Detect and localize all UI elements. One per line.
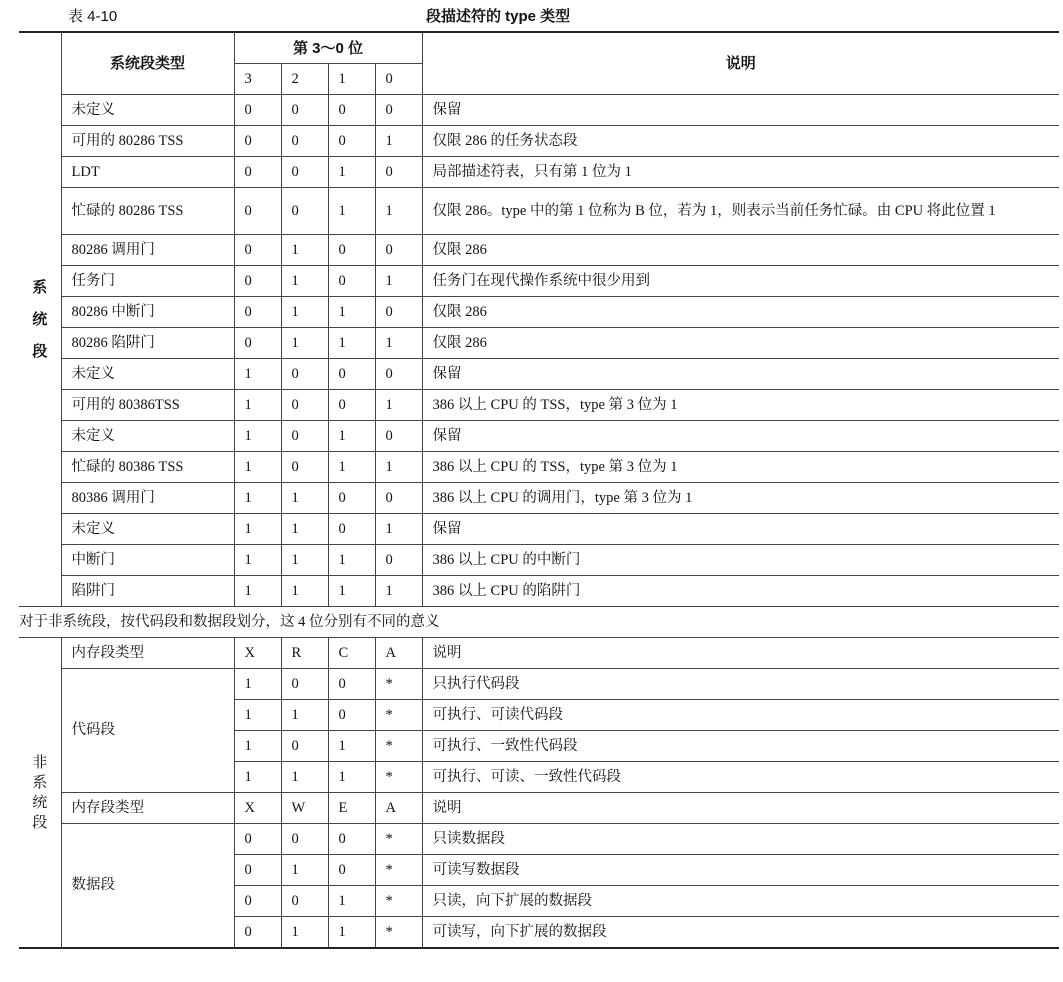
segment-type-cell: LDT <box>61 157 234 188</box>
description-cell: 只读数据段 <box>422 824 1059 855</box>
bit-value-cell: 1 <box>328 188 375 235</box>
bit-value-cell: 1 <box>375 452 422 483</box>
segment-type-cell: 80386 调用门 <box>61 483 234 514</box>
description-cell: 仅限 286。type 中的第 1 位称为 B 位，若为 1，则表示当前任务忙碌。由 CPU 将此位置 1 <box>422 188 1059 235</box>
bit-value-cell: 1 <box>328 157 375 188</box>
description-cell: 仅限 286 <box>422 235 1059 266</box>
code-header-row <box>19 638 1059 669</box>
header-description: 说明 <box>422 32 1059 95</box>
bit-value-cell: 1 <box>234 545 281 576</box>
bit-value-cell: 0 <box>375 483 422 514</box>
description-header: 说明 <box>422 793 1059 824</box>
segment-type-table <box>19 31 1059 949</box>
bit-value-cell: 0 <box>234 188 281 235</box>
bit-value-cell: 0 <box>234 157 281 188</box>
bit-value-cell: 1 <box>375 576 422 607</box>
bit-value-cell: 0 <box>328 824 375 855</box>
bit-value-cell: 0 <box>281 126 328 157</box>
description-cell: 386 以上 CPU 的 TSS，type 第 3 位为 1 <box>422 390 1059 421</box>
segment-type-cell: 未定义 <box>61 95 234 126</box>
segment-type-cell: 未定义 <box>61 514 234 545</box>
bit-label-header: E <box>328 793 375 824</box>
bit-label-header: W <box>281 793 328 824</box>
description-cell: 可执行、可读代码段 <box>422 700 1059 731</box>
description-cell: 仅限 286 <box>422 297 1059 328</box>
description-cell: 386 以上 CPU 的调用门，type 第 3 位为 1 <box>422 483 1059 514</box>
table-row <box>19 824 1059 855</box>
table-row <box>19 514 1059 545</box>
bit-value-cell: * <box>375 731 422 762</box>
bit-value-cell: 1 <box>328 452 375 483</box>
bit-value-cell: 0 <box>375 421 422 452</box>
bit-value-cell: 0 <box>328 390 375 421</box>
table-row <box>19 545 1059 576</box>
non-system-note: 对于非系统段，按代码段和数据段划分，这 4 位分别有不同的意义 <box>19 607 1059 638</box>
header-bits-title: 第 3～0 位 <box>234 32 422 64</box>
bit-value-cell: 0 <box>281 824 328 855</box>
description-cell: 保留 <box>422 95 1059 126</box>
description-cell: 386 以上 CPU 的中断门 <box>422 545 1059 576</box>
description-cell: 仅限 286 的任务状态段 <box>422 126 1059 157</box>
bit-value-cell: 0 <box>375 359 422 390</box>
bit-value-cell: 1 <box>234 483 281 514</box>
bit-value-cell: 1 <box>281 917 328 949</box>
bit-value-cell: 0 <box>375 235 422 266</box>
segment-type-cell: 可用的 80286 TSS <box>61 126 234 157</box>
bit-value-cell: * <box>375 886 422 917</box>
header-system-segment-type: 系统段类型 <box>61 32 234 95</box>
bit-value-cell: 0 <box>328 359 375 390</box>
bit-value-cell: 0 <box>281 390 328 421</box>
description-cell: 局部描述符表，只有第 1 位为 1 <box>422 157 1059 188</box>
segment-type-cell: 未定义 <box>61 421 234 452</box>
header-bit-label: 3 <box>234 64 281 95</box>
table-number: 表 4-10 <box>68 8 118 25</box>
group-char: 非 <box>32 754 48 771</box>
table-row <box>19 235 1059 266</box>
bit-value-cell: 0 <box>375 297 422 328</box>
segment-type-cell: 中断门 <box>61 545 234 576</box>
group-char: 段 <box>32 342 48 360</box>
bit-value-cell: 1 <box>281 235 328 266</box>
bit-value-cell: 0 <box>234 886 281 917</box>
segment-type-cell: 80286 陷阱门 <box>61 328 234 359</box>
bit-label-header: X <box>234 638 281 669</box>
bit-label-header: R <box>281 638 328 669</box>
header-bit-label: 1 <box>328 64 375 95</box>
bit-value-cell: 1 <box>375 126 422 157</box>
bit-value-cell: 1 <box>328 297 375 328</box>
bit-value-cell: 0 <box>281 452 328 483</box>
bit-label-header: A <box>375 638 422 669</box>
code-segment-label: 代码段 <box>61 669 234 793</box>
bit-value-cell: 1 <box>234 452 281 483</box>
bit-value-cell: 0 <box>328 855 375 886</box>
group-char: 段 <box>32 814 48 831</box>
data-segment-label: 数据段 <box>61 824 234 949</box>
note-row <box>19 607 1059 638</box>
bit-value-cell: 1 <box>281 855 328 886</box>
bit-value-cell: 0 <box>234 297 281 328</box>
bit-value-cell: 1 <box>234 762 281 793</box>
segment-type-cell: 未定义 <box>61 359 234 390</box>
bit-value-cell: 1 <box>234 700 281 731</box>
data-header-row <box>19 793 1059 824</box>
bit-value-cell: 1 <box>328 421 375 452</box>
bit-value-cell: 0 <box>375 545 422 576</box>
bit-value-cell: 1 <box>328 917 375 949</box>
bit-value-cell: 1 <box>328 576 375 607</box>
bit-value-cell: 0 <box>328 669 375 700</box>
segment-type-cell: 陷阱门 <box>61 576 234 607</box>
bit-value-cell: 1 <box>234 731 281 762</box>
bit-value-cell: 1 <box>234 514 281 545</box>
bit-value-cell: 1 <box>281 266 328 297</box>
bit-value-cell: * <box>375 762 422 793</box>
table-row <box>19 576 1059 607</box>
system-group-label <box>19 32 61 607</box>
table-body <box>19 32 1059 948</box>
bit-value-cell: 1 <box>375 328 422 359</box>
bit-label-header: C <box>328 638 375 669</box>
bit-value-cell: 1 <box>375 514 422 545</box>
table-row <box>19 266 1059 297</box>
bit-value-cell: 1 <box>328 545 375 576</box>
bit-value-cell: 0 <box>281 669 328 700</box>
header-bit-label: 2 <box>281 64 328 95</box>
bit-value-cell: 1 <box>281 483 328 514</box>
bit-value-cell: 0 <box>328 700 375 731</box>
bit-value-cell: 1 <box>234 669 281 700</box>
bit-value-cell: 1 <box>234 576 281 607</box>
bit-value-cell: 0 <box>281 731 328 762</box>
bit-value-cell: 0 <box>281 421 328 452</box>
table-row <box>19 669 1059 700</box>
bit-value-cell: * <box>375 917 422 949</box>
description-cell: 可读写数据段 <box>422 855 1059 886</box>
bit-value-cell: 1 <box>328 328 375 359</box>
bit-value-cell: 0 <box>234 266 281 297</box>
group-char: 系 <box>32 774 48 791</box>
bit-value-cell: 0 <box>281 188 328 235</box>
bit-value-cell: 1 <box>375 266 422 297</box>
bit-value-cell: 1 <box>328 886 375 917</box>
segment-type-cell: 忙碌的 80286 TSS <box>61 188 234 235</box>
bit-value-cell: * <box>375 669 422 700</box>
bit-value-cell: 0 <box>234 917 281 949</box>
bit-value-cell: 0 <box>281 95 328 126</box>
bit-value-cell: * <box>375 700 422 731</box>
bit-value-cell: 1 <box>328 762 375 793</box>
bit-value-cell: 0 <box>281 886 328 917</box>
segment-type-cell: 任务门 <box>61 266 234 297</box>
bit-value-cell: 0 <box>234 126 281 157</box>
table-row <box>19 359 1059 390</box>
table-row <box>19 421 1059 452</box>
table-row <box>19 297 1059 328</box>
bit-label-header: X <box>234 793 281 824</box>
bit-value-cell: * <box>375 855 422 886</box>
bit-value-cell: 1 <box>281 545 328 576</box>
bit-value-cell: 1 <box>281 576 328 607</box>
table-caption <box>0 0 1063 32</box>
bit-value-cell: 1 <box>281 700 328 731</box>
table-row <box>19 95 1059 126</box>
description-cell: 任务门在现代操作系统中很少用到 <box>422 266 1059 297</box>
non-system-group-label <box>19 638 61 949</box>
group-char: 统 <box>32 310 48 328</box>
bit-value-cell: 1 <box>234 421 281 452</box>
bit-value-cell: 1 <box>234 359 281 390</box>
table-row <box>19 483 1059 514</box>
bit-value-cell: 0 <box>281 157 328 188</box>
description-cell: 可执行、可读、一致性代码段 <box>422 762 1059 793</box>
description-cell: 只执行代码段 <box>422 669 1059 700</box>
bit-value-cell: 0 <box>234 328 281 359</box>
bit-value-cell: 0 <box>328 514 375 545</box>
bit-value-cell: 0 <box>234 824 281 855</box>
table-row <box>19 452 1059 483</box>
bit-value-cell: 0 <box>328 483 375 514</box>
description-cell: 保留 <box>422 421 1059 452</box>
bit-value-cell: 0 <box>234 95 281 126</box>
group-char: 系 <box>32 278 48 296</box>
description-cell: 386 以上 CPU 的 TSS，type 第 3 位为 1 <box>422 452 1059 483</box>
bit-value-cell: 1 <box>234 390 281 421</box>
bit-value-cell: 1 <box>281 762 328 793</box>
segment-type-cell: 80286 中断门 <box>61 297 234 328</box>
description-cell: 可执行、一致性代码段 <box>422 731 1059 762</box>
bit-value-cell: 0 <box>234 855 281 886</box>
table-row <box>19 157 1059 188</box>
bit-value-cell: 0 <box>328 266 375 297</box>
bit-value-cell: 0 <box>328 126 375 157</box>
group-char: 统 <box>32 794 48 811</box>
bit-value-cell: 0 <box>234 235 281 266</box>
segment-type-cell: 80286 调用门 <box>61 235 234 266</box>
memory-segment-type-header: 内存段类型 <box>61 793 234 824</box>
bit-value-cell: 1 <box>375 188 422 235</box>
bit-value-cell: 1 <box>375 390 422 421</box>
description-cell: 可读写，向下扩展的数据段 <box>422 917 1059 949</box>
bit-value-cell: 0 <box>281 359 328 390</box>
bit-value-cell: 1 <box>281 328 328 359</box>
segment-type-cell: 忙碌的 80386 TSS <box>61 452 234 483</box>
description-header: 说明 <box>422 638 1059 669</box>
segment-type-cell: 可用的 80386TSS <box>61 390 234 421</box>
bit-value-cell: 1 <box>281 297 328 328</box>
bit-value-cell: 1 <box>281 514 328 545</box>
table-row <box>19 188 1059 235</box>
table-row <box>19 390 1059 421</box>
system-header-row-1 <box>19 32 1059 64</box>
header-bit-label: 0 <box>375 64 422 95</box>
description-cell: 仅限 286 <box>422 328 1059 359</box>
description-cell: 保留 <box>422 514 1059 545</box>
bit-value-cell: 0 <box>328 95 375 126</box>
bit-value-cell: 1 <box>328 731 375 762</box>
table-row <box>19 328 1059 359</box>
memory-segment-type-header: 内存段类型 <box>61 638 234 669</box>
description-cell: 386 以上 CPU 的陷阱门 <box>422 576 1059 607</box>
bit-value-cell: 0 <box>375 157 422 188</box>
table-row <box>19 126 1059 157</box>
description-cell: 只读，向下扩展的数据段 <box>422 886 1059 917</box>
bit-value-cell: * <box>375 824 422 855</box>
bit-value-cell: 0 <box>328 235 375 266</box>
table-title: 段描述符的 type 类型 <box>426 8 571 25</box>
bit-value-cell: 0 <box>375 95 422 126</box>
bit-label-header: A <box>375 793 422 824</box>
description-cell: 保留 <box>422 359 1059 390</box>
